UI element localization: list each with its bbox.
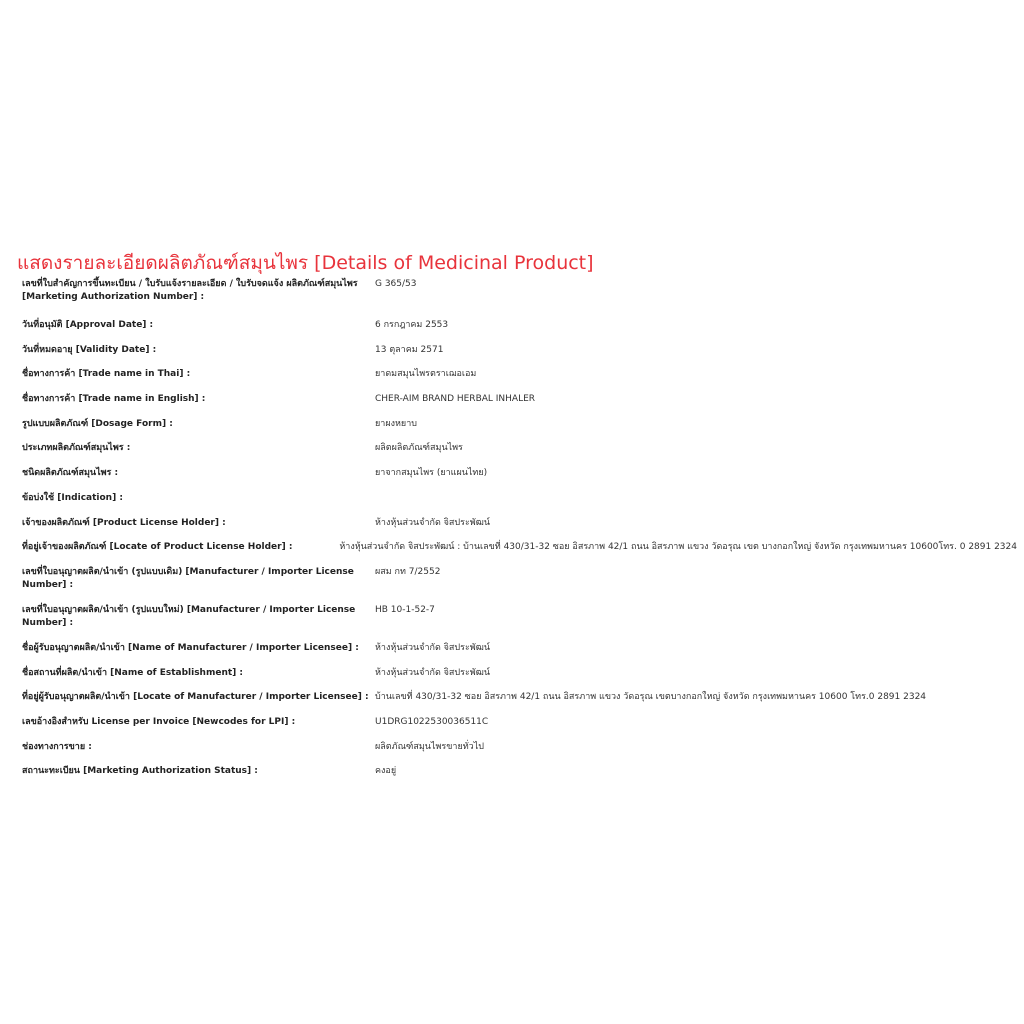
field-label: ประเภทผลิตภัณฑ์สมุนไพร : xyxy=(22,443,131,454)
field-value: ห้างหุ้นส่วนจำกัด จิสประพัฒน์ : บ้านเลขที่ 430/31-32 ซอย อิสรภาพ 42/1 ถนน อิสรภาพ แขวง วัดอรุณ เขต บางกอกใหญ่ จังหวัด กรุงเทพมหานคร 10600โทร. 0 2891 2324 xyxy=(339,542,1017,553)
details-row-dosage-form xyxy=(17,418,1017,443)
field-label: เลขที่ใบสำคัญการขึ้นทะเบียน / ใบรับแจ้งรายละเอียด / ใบรับจดแจ้ง ผลิตภัณฑ์สมุนไพร [Marketing Authorization Number] : xyxy=(22,279,358,302)
product-details-page xyxy=(17,250,1017,790)
field-label: สถานะทะเบียน [Marketing Authorization Status] : xyxy=(22,766,258,777)
field-value: 6 กรกฎาคม 2553 xyxy=(375,320,449,330)
field-label: ที่อยู่ผู้รับอนุญาตผลิต/นำเข้า [Locate of Manufacturer / Importer Licensee] : xyxy=(22,692,369,703)
field-value: ผลิตผลิตภัณฑ์สมุนไพร xyxy=(375,443,463,454)
field-value: ห้างหุ้นส่วนจำกัด จิสประพัฒน์ xyxy=(375,667,491,678)
field-value: CHER-AIM BRAND HERBAL INHALER xyxy=(375,394,536,405)
field-value: U1DRG1022530036511C xyxy=(375,716,489,727)
field-label: ชื่อผู้รับอนุญาตผลิต/นำเข้า [Name of Manufacturer / Importer Licensee] : xyxy=(22,642,359,653)
field-value: ยาผงหยาบ xyxy=(375,418,417,429)
details-row-manufacturer-licensee xyxy=(17,642,1017,667)
field-value: บ้านเลขที่ 430/31-32 ซอย อิสรภาพ 42/1 ถนน อิสรภาพ แขวง วัดอรุณ เขตบางกอกใหญ่ จังหวัด กรุงเทพมหานคร 10600 โทร.0 2891 2324 xyxy=(375,692,927,703)
field-value: HB 10-1-52-7 xyxy=(375,604,435,615)
details-row-validity-date xyxy=(17,344,1017,369)
field-label: ชื่อสถานที่ผลิต/นำเข้า [Name of Establishment] : xyxy=(22,667,243,678)
details-row-trade-name-thai xyxy=(17,368,1017,393)
field-label: เจ้าของผลิตภัณฑ์ [Product License Holder] : xyxy=(22,517,226,528)
details-row-indication xyxy=(17,492,1017,517)
details-row-establishment-name xyxy=(17,667,1017,692)
field-value: ยาจากสมุนไพร (ยาแผนไทย) xyxy=(375,468,488,479)
field-label: ช่องทางการขาย : xyxy=(22,741,92,752)
details-row-lpi-code xyxy=(17,716,1017,741)
field-label: ชื่อทางการค้า [Trade name in Thai] : xyxy=(22,369,191,380)
details-row-approval-date xyxy=(17,319,1017,344)
details-row-license-number-old xyxy=(17,566,1017,604)
field-value: คงอยู่ xyxy=(375,766,397,777)
details-row-product-category xyxy=(17,442,1017,467)
field-value: ผลิตภัณฑ์สมุนไพรขายทั่วไป xyxy=(375,741,484,752)
field-value: 13 ตุลาคม 2571 xyxy=(375,344,444,355)
field-value: ห้างหุ้นส่วนจำกัด จิสประพัฒน์ xyxy=(375,517,491,528)
field-value: ผสม กท 7/2552 xyxy=(375,566,441,577)
field-label: ที่อยู่เจ้าของผลิตภัณฑ์ [Locate of Product License Holder] : xyxy=(22,542,293,553)
details-row-license-holder-address xyxy=(17,541,1017,566)
details-row-product-type xyxy=(17,467,1017,492)
field-value: ยาดมสมุนไพรตราเฌอเอม xyxy=(375,369,477,380)
page-title: แสดงรายละเอียดผลิตภัณฑ์สมุนไพร [Details of Medicinal Product] xyxy=(17,252,594,274)
details-row-license-holder xyxy=(17,517,1017,542)
details-table xyxy=(17,278,1017,790)
details-row-manufacturer-address xyxy=(17,691,1017,716)
field-label: ข้อบ่งใช้ [Indication] : xyxy=(22,492,123,503)
field-label: รูปแบบผลิตภัณฑ์ [Dosage Form] : xyxy=(22,418,173,429)
field-label: เลขที่ใบอนุญาตผลิต/นำเข้า (รูปแบบใหม่) [Manufacturer / Importer License Number] : xyxy=(22,604,356,628)
field-label: วันที่อนุมัติ [Approval Date] : xyxy=(22,320,154,330)
details-row-license-number-new xyxy=(17,604,1017,642)
field-label: ชนิดผลิตภัณฑ์สมุนไพร : xyxy=(22,468,119,479)
field-label: เลขอ้างอิงสำหรับ License per Invoice [Newcodes for LPI] : xyxy=(22,716,296,727)
field-value: ห้างหุ้นส่วนจำกัด จิสประพัฒน์ xyxy=(375,642,491,653)
field-label: เลขที่ใบอนุญาตผลิต/นำเข้า (รูปแบบเดิม) [Manufacturer / Importer License Number] : xyxy=(22,566,354,590)
details-row-authorization-status xyxy=(17,765,1017,790)
field-label: วันที่หมดอายุ [Validity Date] : xyxy=(22,344,157,355)
field-label: ชื่อทางการค้า [Trade name in English] : xyxy=(22,394,206,405)
details-row-sales-channel xyxy=(17,741,1017,766)
field-value: G 365/53 xyxy=(375,279,417,289)
details-row-trade-name-english xyxy=(17,393,1017,418)
details-row-authorization-number xyxy=(17,278,1017,319)
